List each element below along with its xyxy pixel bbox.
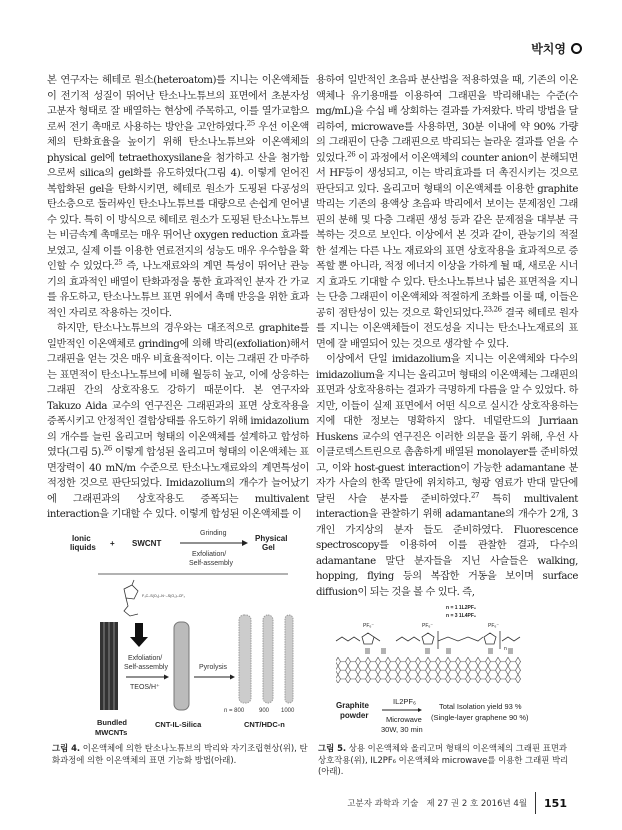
body-paragraph — [47, 321, 309, 523]
figure-4-caption-text: 이온액체에 의한 탄소나노튜브의 박리와 자기조립현상(위), 탄화과정에 의한 이온액체의 표면 기능화 방법(아래). — [52, 743, 308, 765]
fig5-microwave-label: Microwave — [386, 715, 422, 724]
author-name: 박치영 — [531, 42, 566, 56]
fig4-n-value: 900 — [259, 708, 270, 714]
paragraph-text: 용하여 일반적인 초음파 분산법을 적용하였을 때, 기존의 이온액체나 유기용매를 이용하여 그래핀을 박리해내는 수준(수 mg/mL)을 수십 배 상회하는 결과를 가져왔다. 박리 방법을 달리하여, microwave를 사용하면, 30분 이내에 약 90% 가량의 그래핀이 단층 그래핀으로 박리되는 놀라운 결과를 얻을 수 있었다. — [316, 75, 578, 164]
left-column — [47, 73, 309, 523]
fig5-legend-line1: n = 1 1L2PF₆ — [446, 605, 477, 611]
paragraph-text: 우선 이온액체의 탄화효율을 높이기 위해 탄소나노튜브와 이온액체의 physical gel에 tetraethoxysilane을 첨가하고 산을 첨가함으로써 silica의 gel화를 유도하였다(그림 4). 이렇게 얻어진 복합화된 gel을 탄화시키면, 헤테로 원소가 도핑된 다공성의 탄소층으로 둘러싸인 탄소나노튜브를 대량으로 손쉽게 얻어낼 수 있다. 특히 이 방식으로 헤테로 원소가 도핑된 탄소나노튜브는 비금속계 촉매로는 매우 뛰어난 oxygen reduction 효과를 보였고, 실제 이를 이용한 연료전지의 성능도 매우 우수함을 확인할 수 있었다. — [47, 121, 309, 272]
fig4-step2: Pyrolysis — [199, 664, 228, 671]
fig4-label-cnt-il-silica: CNT-IL-Silica — [155, 720, 202, 729]
body-paragraph — [316, 352, 578, 600]
fig5-repeat-n: n — [504, 646, 507, 652]
fig4-reactant2: SWCNT — [132, 539, 162, 548]
page-footer — [347, 792, 567, 814]
fig5-arrowhead — [418, 708, 422, 712]
paragraph-text: 본 연구자는 헤테로 원소(heteroatom)를 지니는 이온액체들이 전기적 성질이 뛰어난 탄소나노튜브의 표면에서 초분자성 고분자 형태로 잘 배열하는 현상에 주목하고, 이를 열가교함으로써 전기 촉매로 사용하는 방안을 고안하였다. — [47, 75, 309, 133]
fig4-down-arrow-icon — [130, 623, 148, 647]
figure-5-caption — [318, 743, 574, 778]
fig5-single-layer-yield: (Single-layer graphene 90 %) — [431, 713, 529, 722]
fig4-product-line2: Gel — [262, 543, 275, 552]
right-column — [316, 73, 578, 600]
paragraph-text: 즉, 나노재료와의 계면 특성이 뛰어난 관능기의 효과적인 배열이 탄화과정을 통한 효과적인 분자 간 가교를 유도하고, 탄소나노튜브 표면 위에서 촉매 반응을 위한 효과적인 자리로 작용하는 것이다. — [47, 261, 309, 319]
fig4-n-value: n = 800 — [224, 708, 245, 714]
fig4-step1-line1: Exfoliation/ — [128, 655, 163, 662]
fig4-label-bundled-2: MWCNTs — [95, 728, 128, 737]
fig5-total-yield: Total Isolation yield 93 % — [439, 702, 522, 711]
body-paragraph — [316, 73, 578, 352]
fig5-oligomer-structure — [336, 631, 520, 649]
fig4-reagent: TEOS/H⁺ — [130, 684, 160, 691]
page-number: 151 — [544, 796, 567, 810]
figure-4-caption-label: 그림 4. — [52, 743, 81, 753]
paragraph-text: 이렇게 합성된 올리고머 형태의 이온액체는 표면장력이 40 mN/m 수준으로 탄소나노재료와의 계면특성이 적정한 것으로 판단되었다. Imidazolium의 개수가 늘어났기에 그래핀과의 상호작용도 증폭되는 multivalent interaction을 기대할 수 있다. 이렇게 합성된 이온액체를 이 — [47, 447, 309, 520]
fig5-il2pf6-label: IL2PF₆ — [393, 697, 417, 706]
fig4-n-value: 1000 — [281, 708, 295, 714]
body-paragraph — [47, 73, 309, 321]
fig4-label-bundled-1: Bundled — [97, 718, 127, 727]
fig4-exfoliation-label-2: Self-assembly — [189, 560, 233, 567]
fig4-grinding-label: Grinding — [200, 530, 227, 537]
fig5-reactant-line1: Graphite — [336, 701, 369, 710]
fig4-step1-line2: Self-assembly — [124, 664, 168, 671]
issue-info: 제 27 권 2 호 2016년 4월 — [426, 799, 528, 809]
fig4-reactant1-line2: liquids — [70, 543, 96, 552]
fig4-exfoliation-label-1: Exfoliation/ — [192, 551, 227, 558]
reference-superscript: 25 — [246, 119, 255, 128]
paragraph-text: 이상에서 단일 imidazolium을 지니는 이온액체와 다수의 imidazolium을 지니는 올리고머 형태의 이온액체는 그래핀의 표면과 상호작용하는 결과가 극명하게 다름을 알 수 있었다. 하지만, 이들이 실제 표면에서 어떤 식으로 실시간 상호작용하는지에 대한 정보는 명확하지 않다. 네덜란드의 Jurriaan Huskens 교수의 연구진은 이러한 의문을 풀기 위해, 우선 사이클로덱스트린으로 촘촘하게 배열된 monolayer를 준비하였고, 이와 host-guest interaction이 가능한 adamantane 분자가 사슬의 한쪽 말단에 위치하고, 형광 염료가 반대 말단에 달린 사슬 분자를 준비하였다. — [316, 354, 578, 505]
figure-5 — [318, 601, 573, 741]
fig4-arrowhead-1 — [242, 540, 248, 546]
fig4-anion: F₃C–S(O₂)–N⁻–S(O₂)–CF₃ — [142, 594, 185, 598]
fig4-product-line1: Physical — [255, 534, 288, 543]
fig4-bundled-mwcnts-illustration — [100, 622, 118, 710]
journal-name: 고분자 과학과 기술 — [347, 799, 419, 809]
circle-bullet-icon — [571, 43, 582, 54]
fig4-plus: + — [110, 539, 115, 548]
fig5-anion-label: PF₆⁻ — [363, 623, 375, 629]
reference-superscript: 27 — [470, 491, 480, 500]
fig5-legend-line2: n = 3 1L4PF₆ — [446, 613, 477, 619]
fig5-graphene-sheet — [336, 657, 521, 683]
reference-superscript: 25 — [114, 258, 123, 267]
fig4-ionic-liquid-molecule — [124, 580, 138, 616]
fig4-reactant1-line1: Ionic — [72, 534, 91, 543]
fig4-cnt-il-silica-illustration — [174, 622, 189, 710]
fig5-conditions-label: 30W, 30 min — [381, 725, 423, 734]
footer-divider — [535, 792, 536, 814]
paragraph-text: 특히 multivalent interaction을 관찰하기 위해 adamantane의 개수가 2개, 3개인 가지상의 분자 들도 준비하였다. Fluorescence spectroscopy를 이용하여 이를 관찰한 결과, 다수의 adamantane 말단 분자들을 지닌 사슬들은 walking, hopping, flying 등의 복잡한 거동을 보이며 surface diffusion이 되는 것을 볼 수 있다. 즉, — [316, 493, 578, 598]
figure-4 — [52, 527, 302, 739]
fig5-pi-stacking-marks — [365, 649, 513, 653]
fig4-label-cnt-hdc: CNT/HDC-n — [244, 720, 285, 729]
fig4-arrowhead-2 — [164, 675, 169, 680]
paragraph-text: 하지만, 탄소나노튜브의 경우와는 대조적으로 graphite를 일반적인 이온액체로 grinding에 의해 박리(exfoliation)해서 그래핀을 얻는 것은 매우 비효율적이다. 이는 그래핀 간 마주하는 표면적이 탄소나노튜브에 비해 월등히 높고, 이에 상응하는 그래핀 간의 상호작용도 강하기 때문이다. 본 연구자와 Takuzo Aida 교수의 연구진은 그래핀과의 표면 상호작용을 증폭시키고 안정적인 결합상태를 유도하기 위해 imidazolium의 개수를 늘린 올리고머 형태의 이온액체를 설계하고 합성하였다(그림 5). — [47, 323, 309, 458]
figure-4-caption — [52, 743, 308, 766]
reference-superscript: 26 — [103, 444, 112, 453]
fig5-anion-label: PF₆⁻ — [422, 623, 434, 629]
fig5-anion-label: PF₆⁻ — [488, 623, 500, 629]
reference-superscript: 26 — [347, 150, 356, 159]
fig4-arrowhead-3 — [230, 675, 235, 680]
figure-5-caption-text: 상용 이온액체와 올리고머 형태의 이온액체의 그래핀 표면과 상호작용(위), IL2PF₆ 이온액체와 microwave를 이용한 그래핀 박리(아래). — [318, 743, 569, 776]
paragraph-text: 이 과정에서 이온액체의 counter anion이 분해되면서 HF등이 생성되고, 이는 박리효과를 더 촉진시키는 것으로 판단되고 있다. 올리고머 형태의 이온액체를 이용한 graphite 박리는 기존의 용액상 초음파 박리에서 보이는 문제점인 그래핀의 분해 및 다층 그래핀 생성 등과 같은 문제점을 대부분 극복하는 것으로 보인다. 이상에서 본 것과 같이, 관능기의 적절한 설계는 다른 나노 재료와의 표면 상호작용을 효과적으로 증폭할 뿐 아니라, 적정 에너지 이상을 가하게 될 때, 새로운 시너지 효과도 기대할 수 있다. 탄소나노튜브나 넓은 표면적을 지니는 단층 그래핀이 이온액체와 적절하게 조화를 이룰 때, 이들은 공히 점탄성이 있는 것으로 확인되었다. — [316, 152, 578, 319]
fig5-reactant-line2: powder — [340, 711, 369, 720]
figure-5-caption-label: 그림 5. — [318, 743, 347, 753]
fig4-cnt-hdc-illustrations — [239, 615, 293, 703]
running-header — [531, 40, 582, 57]
reference-superscript: 23,26 — [483, 305, 502, 314]
paragraph-text: 결국 헤테로 원자를 지니는 이온액체들이 전도성을 지니는 탄소나노재료의 표면에 잘 배열되어 있는 것으로 생각할 수 있다. — [316, 307, 578, 350]
